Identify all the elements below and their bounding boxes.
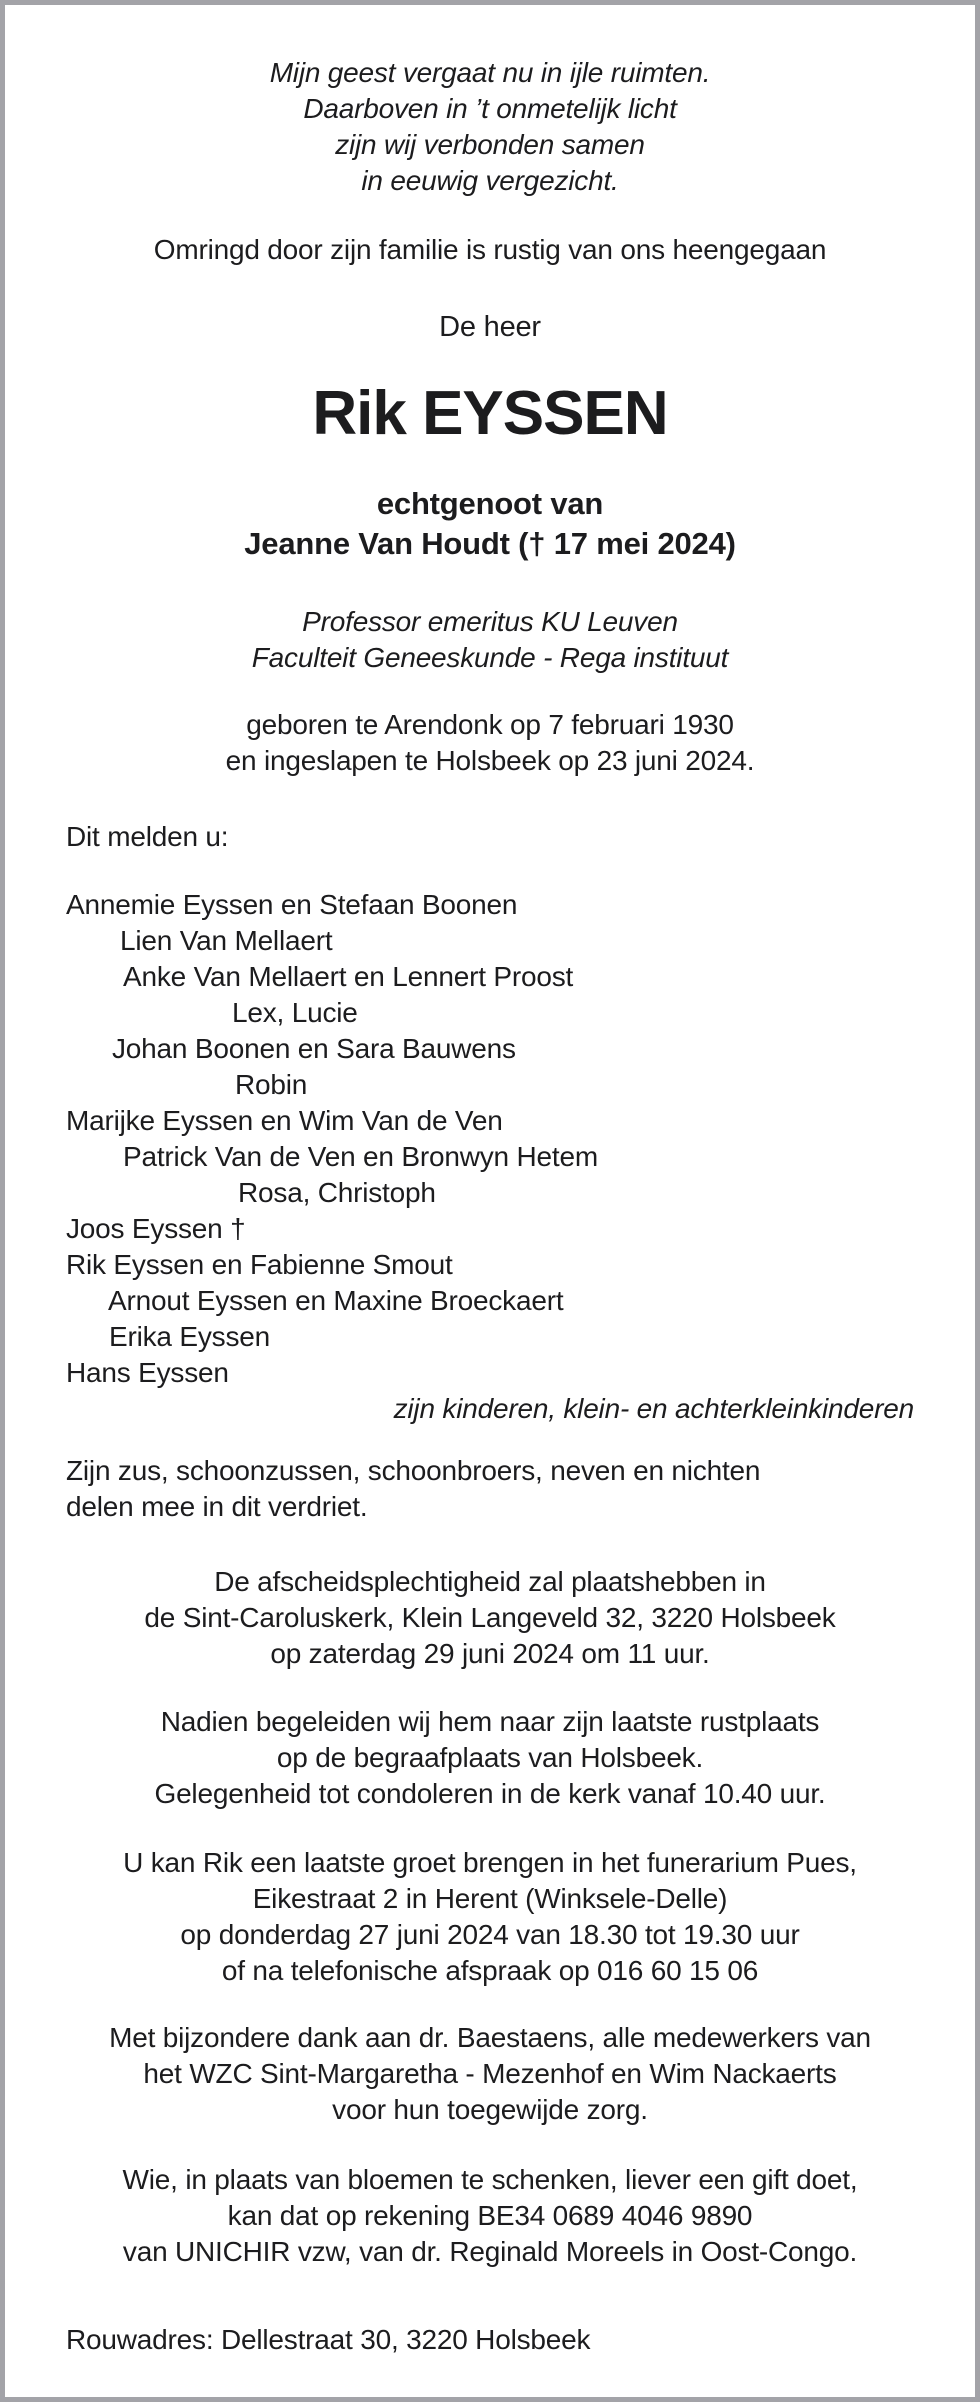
ceremony-line: op zaterdag 29 juni 2024 om 11 uur. [270,1638,710,1669]
burial-details [66,1704,914,1812]
family-member-line: Johan Boonen en Sara Bauwens [112,1033,516,1064]
family-member-line: Rik Eyssen en Fabienne Smout [66,1249,453,1280]
burial-line: Gelegenheid tot condoleren in de kerk vanaf 10.40 uur. [154,1778,826,1809]
burial-line: Nadien begeleiden wij hem naar zijn laatste rustplaats [160,1706,820,1737]
relatives-note-line: delen mee in dit verdriet. [66,1491,368,1522]
thanks-line: voor hun toegewijde zorg. [332,2094,648,2125]
poem-line: Daarboven in ’t onmetelijk licht [303,93,677,124]
deceased-name: Rik EYSSEN [312,379,668,448]
family-member-line: Erika Eyssen [109,1321,270,1352]
family-member-line: Lex, Lucie [232,997,358,1028]
ceremony-details [66,1564,914,1672]
family-list [66,887,914,1391]
visitation-line: Eikestraat 2 in Herent (Winksele-Delle) [252,1883,728,1914]
relatives-note [66,1453,914,1525]
family-member-line: Marijke Eyssen en Wim Van de Ven [66,1105,503,1136]
obituary-content [5,5,975,2358]
announcement-intro: Dit melden u: [66,821,229,852]
family-member-line: Annemie Eyssen en Stefaan Boonen [66,889,518,920]
family-member-line: Lien Van Mellaert [120,925,333,956]
visitation-line: op donderdag 27 juni 2024 van 18.30 tot 19.30 uur [180,1919,800,1950]
spouse-block [66,484,914,564]
family-caption: zijn kinderen, klein- en achterkleinkinderen [393,1393,914,1424]
ceremony-line: De afscheidsplechtigheid zal plaatshebben in [214,1566,766,1597]
family-member-line: Arnout Eyssen en Maxine Broeckaert [108,1285,564,1316]
spouse-label: echtgenoot van [376,486,604,521]
spouse-name: Jeanne Van Houdt († 17 mei 2024) [244,526,736,561]
title-line: Faculteit Geneeskunde - Rega instituut [251,642,729,673]
donation-note [66,2162,914,2270]
visitation-details [66,1845,914,1989]
thanks-note [66,2020,914,2128]
life-dates [66,707,914,779]
thanks-line: Met bijzondere dank aan dr. Baestaens, alle medewerkers van [109,2022,871,2053]
family-member-line: Joos Eyssen † [66,1213,246,1244]
donation-line: Wie, in plaats van bloemen te schenken, liever een gift doet, [122,2164,858,2195]
title-line: Professor emeritus KU Leuven [302,606,678,637]
visitation-line: of na telefonische afspraak op 016 60 15 06 [221,1955,759,1986]
family-member-line: Rosa, Christoph [238,1177,436,1208]
thanks-line: het WZC Sint-Margaretha - Mezenhof en Wim Nackaerts [143,2058,837,2089]
burial-line: op de begraafplaats van Holsbeek. [276,1742,704,1773]
passing-announcement: Omringd door zijn familie is rustig van ons heengegaan [153,234,827,265]
mourning-address: Rouwadres: Dellestraat 30, 3220 Holsbeek [66,2324,591,2355]
life-date-line: en ingeslapen te Holsbeek op 23 juni 2024. [225,745,755,776]
donation-line: kan dat op rekening BE34 0689 4046 9890 [227,2200,753,2231]
poem [66,55,914,199]
poem-line: Mijn geest vergaat nu in ijle ruimten. [269,57,711,88]
ceremony-line: de Sint-Caroluskerk, Klein Langeveld 32, 3220 Holsbeek [144,1602,836,1633]
family-member-line: Robin [235,1069,308,1100]
family-member-line: Hans Eyssen [66,1357,229,1388]
family-member-line: Anke Van Mellaert en Lennert Proost [123,961,574,992]
academic-titles [66,604,914,676]
family-member-line: Patrick Van de Ven en Bronwyn Hetem [123,1141,598,1172]
poem-line: in eeuwig vergezicht. [361,165,619,196]
relatives-note-line: Zijn zus, schoonzussen, schoonbroers, neven en nichten [66,1455,761,1486]
visitation-line: U kan Rik een laatste groet brengen in het funerarium Pues, [123,1847,857,1878]
poem-line: zijn wij verbonden samen [335,129,645,160]
salutation: De heer [439,311,541,343]
donation-line: van UNICHIR vzw, van dr. Reginald Moreels in Oost-Congo. [122,2236,858,2267]
life-date-line: geboren te Arendonk op 7 februari 1930 [246,709,734,740]
